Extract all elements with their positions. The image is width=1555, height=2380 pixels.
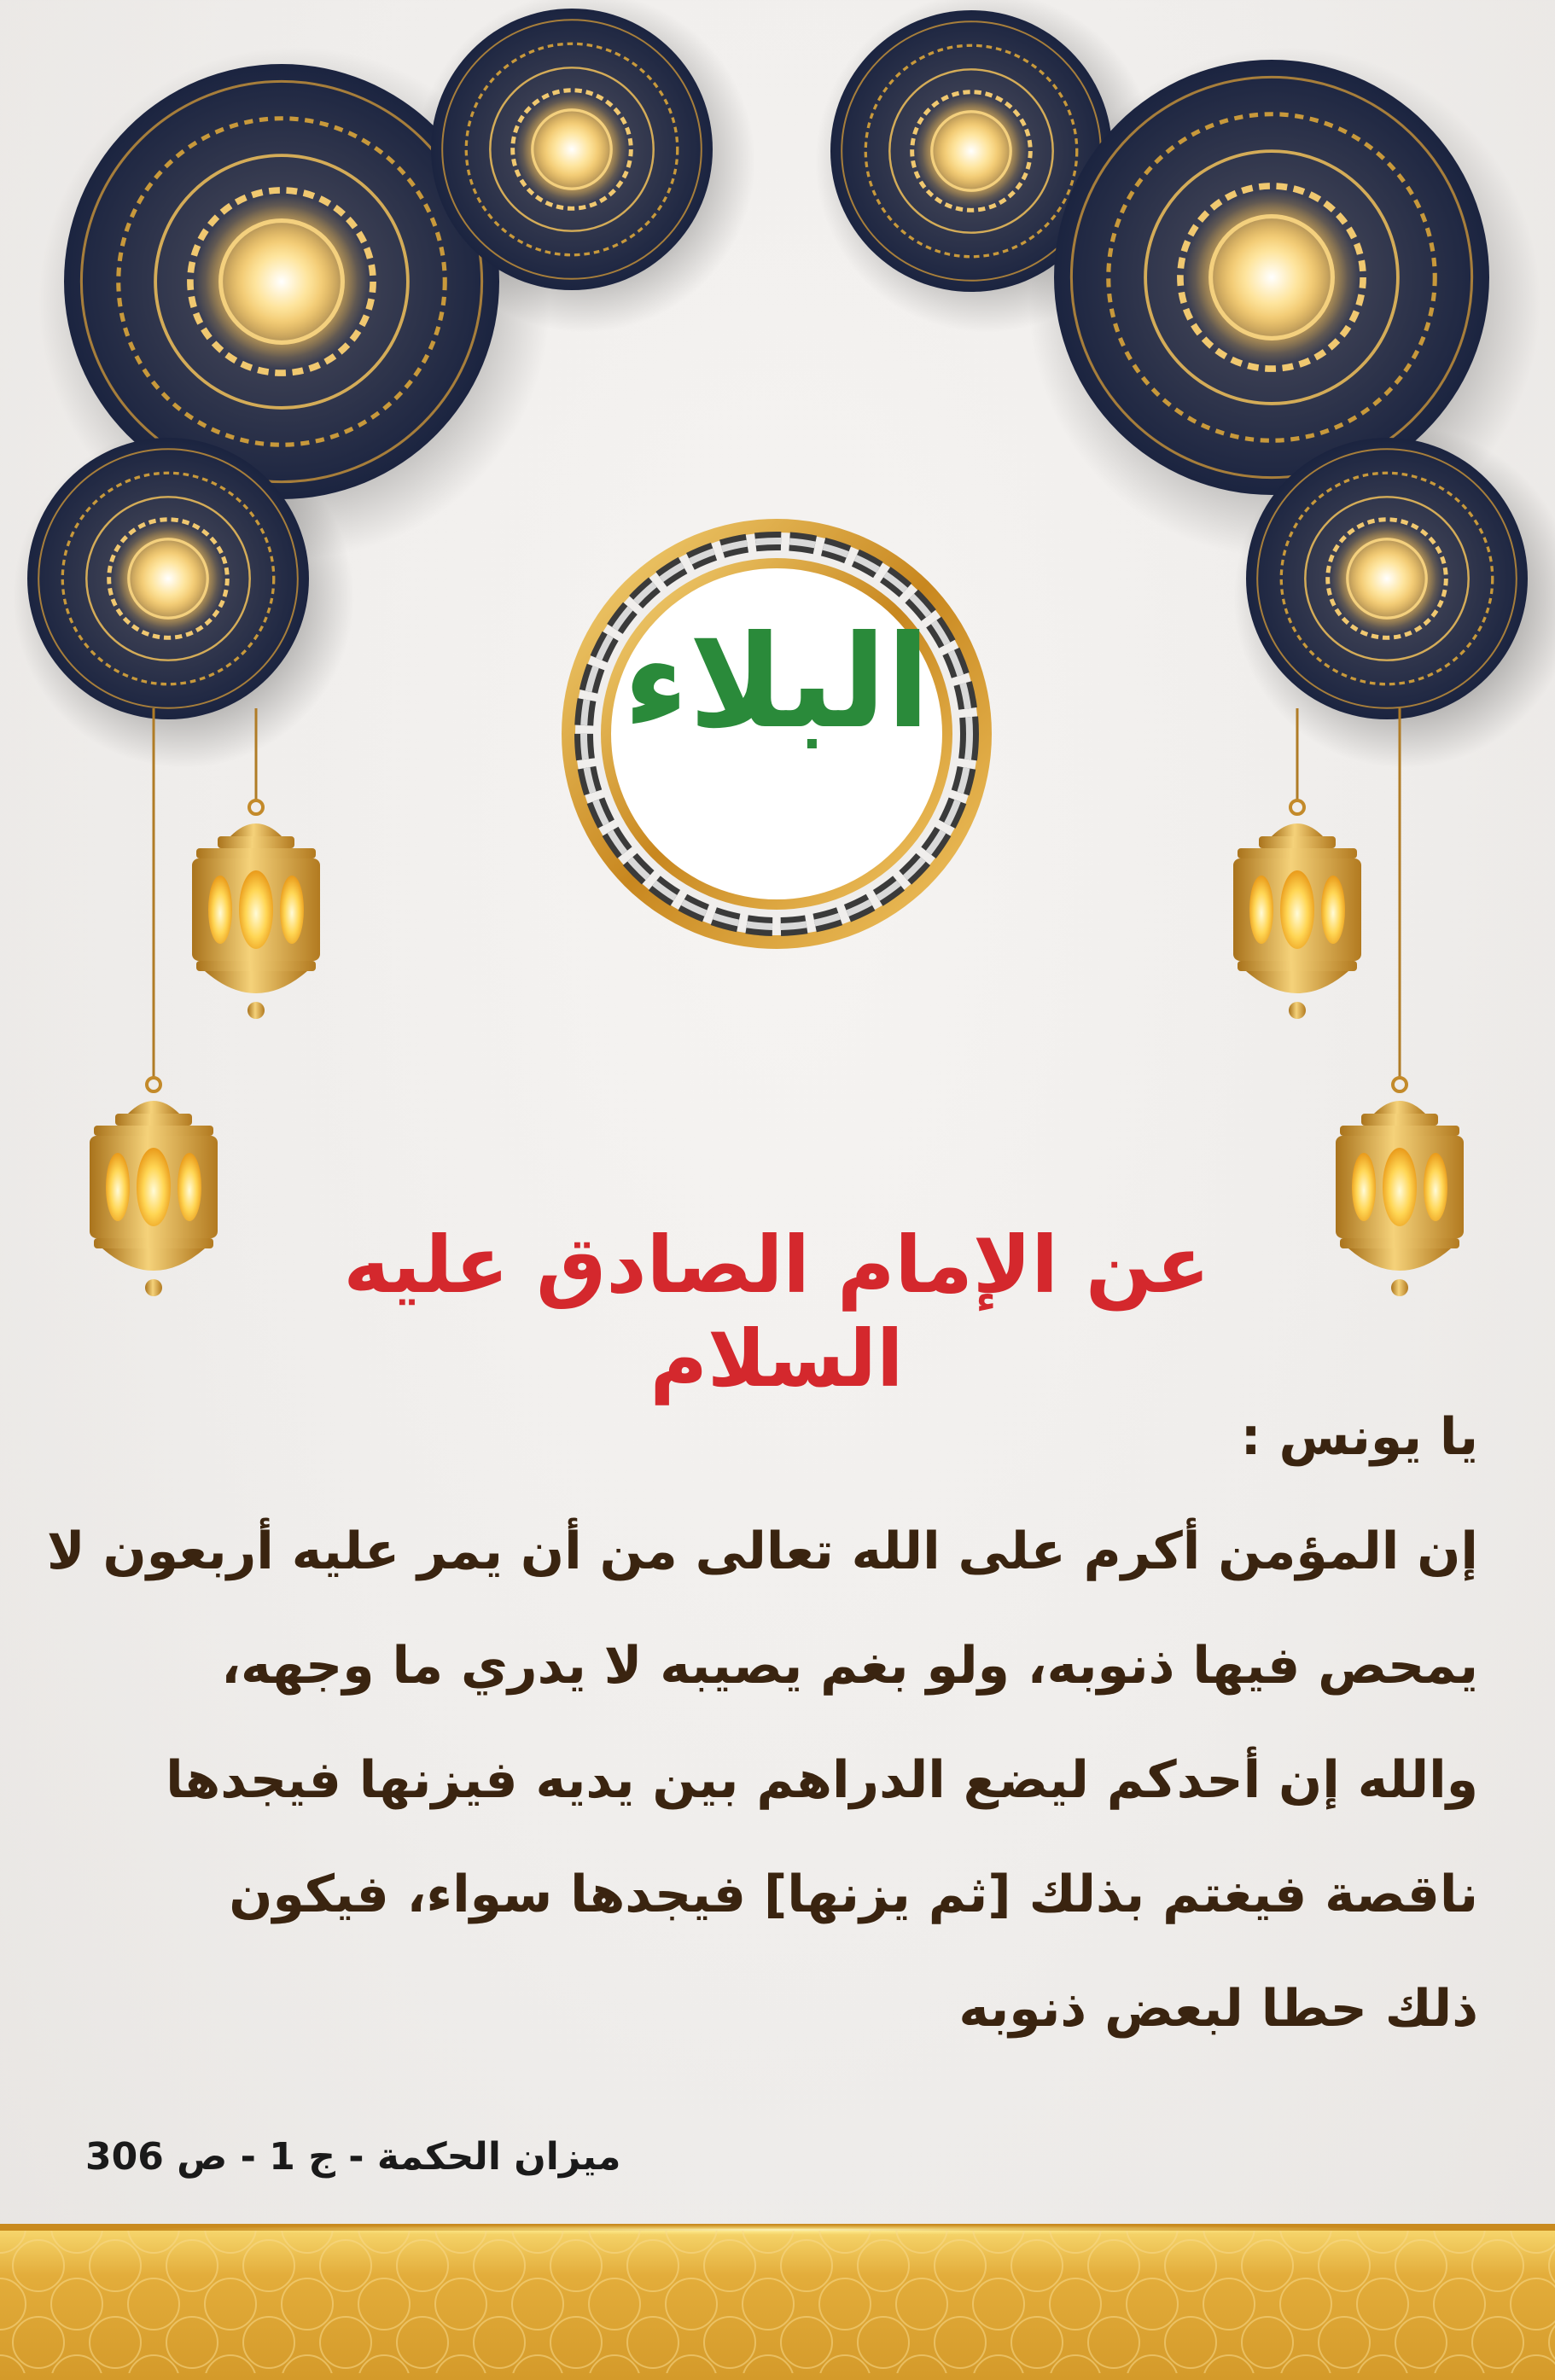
hadith-line: إن المؤمن أكرم على الله تعالى من أن يمر عليه أربعون لا [46,1522,1478,1581]
footer-band [0,2224,1555,2380]
source-citation: ميزان الحكمة - ج 1 - ص 306 [85,2135,621,2179]
hadith-line: يمحص فيها ذنوبه، ولو بغم يصيبه لا يدري ما وجهه، [221,1636,1478,1696]
mandala-icon [431,9,713,290]
mandala-icon [27,438,309,719]
logo-title: البلاء [623,608,930,757]
lantern-icon [90,1045,218,1296]
footer-glow [0,2224,1555,2236]
hadith-line: ذلك حطا لبعض ذنوبه [958,1979,1478,2039]
hadith-line: يا يونس : [1240,1407,1478,1467]
mandala-icon [1054,60,1489,495]
hadith-line: ناقصة فيغتم بذلك [ثم يزنها] فيجدها سواء، فيكون [229,1865,1478,1924]
hadith-line: والله إن أحدكم ليضع الدراهم بين يديه فيزنها فيجدها [166,1750,1478,1810]
lantern-icon [1336,1045,1464,1296]
mandala-icon [1246,438,1528,719]
lantern-icon [192,768,320,1019]
lantern-icon [1233,768,1361,1019]
headline: عن الإمام الصادق عليه السلام [343,1219,1210,1405]
